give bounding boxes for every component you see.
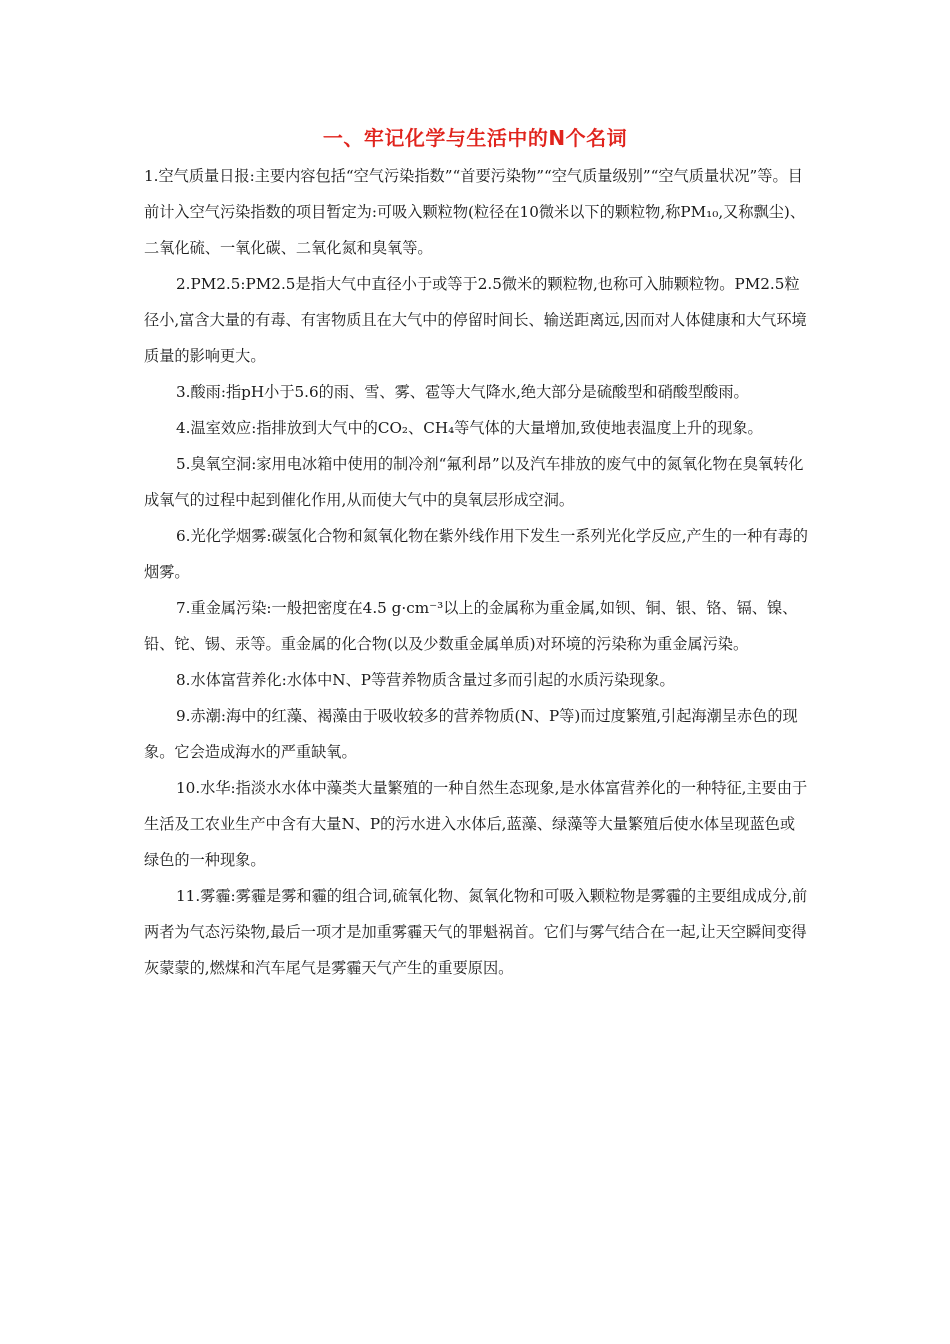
paragraph-ozone-hole: 5.臭氧空洞:家用电冰箱中使用的制冷剂“氟利昂”以及汽车排放的废气中的氮氧化物在臭氧转化成氧气的过程中起到催化作用,从而使大气中的臭氧层形成空洞。	[144, 455, 804, 509]
paragraph-photochemical-smog: 6.光化学烟雾:碳氢化合物和氮氧化物在紫外线作用下发生一系列光化学反应,产生的一种有毒的烟雾。	[144, 527, 808, 581]
paragraph-water-bloom: 10.水华:指淡水水体中藻类大量繁殖的一种自然生态现象,是水体富营养化的一种特征,主要由于生活及工农业生产中含有大量N、P的污水进入水体后,蓝藻、绿藻等大量繁殖后使水体呈现蓝色或绿色的一种现象。	[144, 779, 808, 869]
paragraph-greenhouse-effect: 4.温室效应:指排放到大气中的CO₂、CH₄等气体的大量增加,致使地表温度上升的现象。	[176, 419, 763, 437]
paragraph-eutrophication: 8.水体富营养化:水体中N、P等营养物质含量过多而引起的水质污染现象。	[176, 671, 675, 689]
paragraph-red-tide: 9.赤潮:海中的红藻、褐藻由于吸收较多的营养物质(N、P等)而过度繁殖,引起海潮呈赤色的现象。它会造成海水的严重缺氧。	[144, 707, 798, 761]
paragraph-pm25: 2.PM2.5:PM2.5是指大气中直径小于或等于2.5微米的颗粒物,也称可入肺颗粒物。PM2.5粒径小,富含大量的有毒、有害物质且在大气中的停留时间长、输送距离远,因而对人体健康和大气环境质量的影响更大。	[144, 275, 807, 365]
page-title: 一、牢记化学与生活中的N个名词	[322, 126, 628, 150]
document-body	[144, 158, 808, 986]
paragraph-heavy-metal-pollution: 7.重金属污染:一般把密度在4.5 g·cm⁻³以上的金属称为重金属,如钡、铜、银、铬、镉、镍、铅、铊、锡、汞等。重金属的化合物(以及少数重金属单质)对环境的污染称为重金属污染。	[144, 599, 798, 653]
paragraph-smog-haze: 11.雾霾:雾霾是雾和霾的组合词,硫氧化物、氮氧化物和可吸入颗粒物是雾霾的主要组成成分,前两者为气态污染物,最后一项才是加重雾霾天气的罪魁祸首。它们与雾气结合在一起,让天空瞬间变得灰蒙蒙的,燃煤和汽车尾气是雾霾天气产生的重要原因。	[144, 887, 808, 977]
paragraph-acid-rain: 3.酸雨:指pH小于5.6的雨、雪、雾、雹等大气降水,绝大部分是硫酸型和硝酸型酸雨。	[176, 383, 749, 401]
paragraph-air-quality-report: 1.空气质量日报:主要内容包括“空气污染指数”“首要污染物”“空气质量级别”“空气质量状况”等。目前计入空气污染指数的项目暂定为:可吸入颗粒物(粒径在10微米以下的颗粒物,称PM₁₀,又称飘尘)、二氧化硫、一氧化碳、二氧化氮和臭氧等。	[144, 167, 806, 257]
